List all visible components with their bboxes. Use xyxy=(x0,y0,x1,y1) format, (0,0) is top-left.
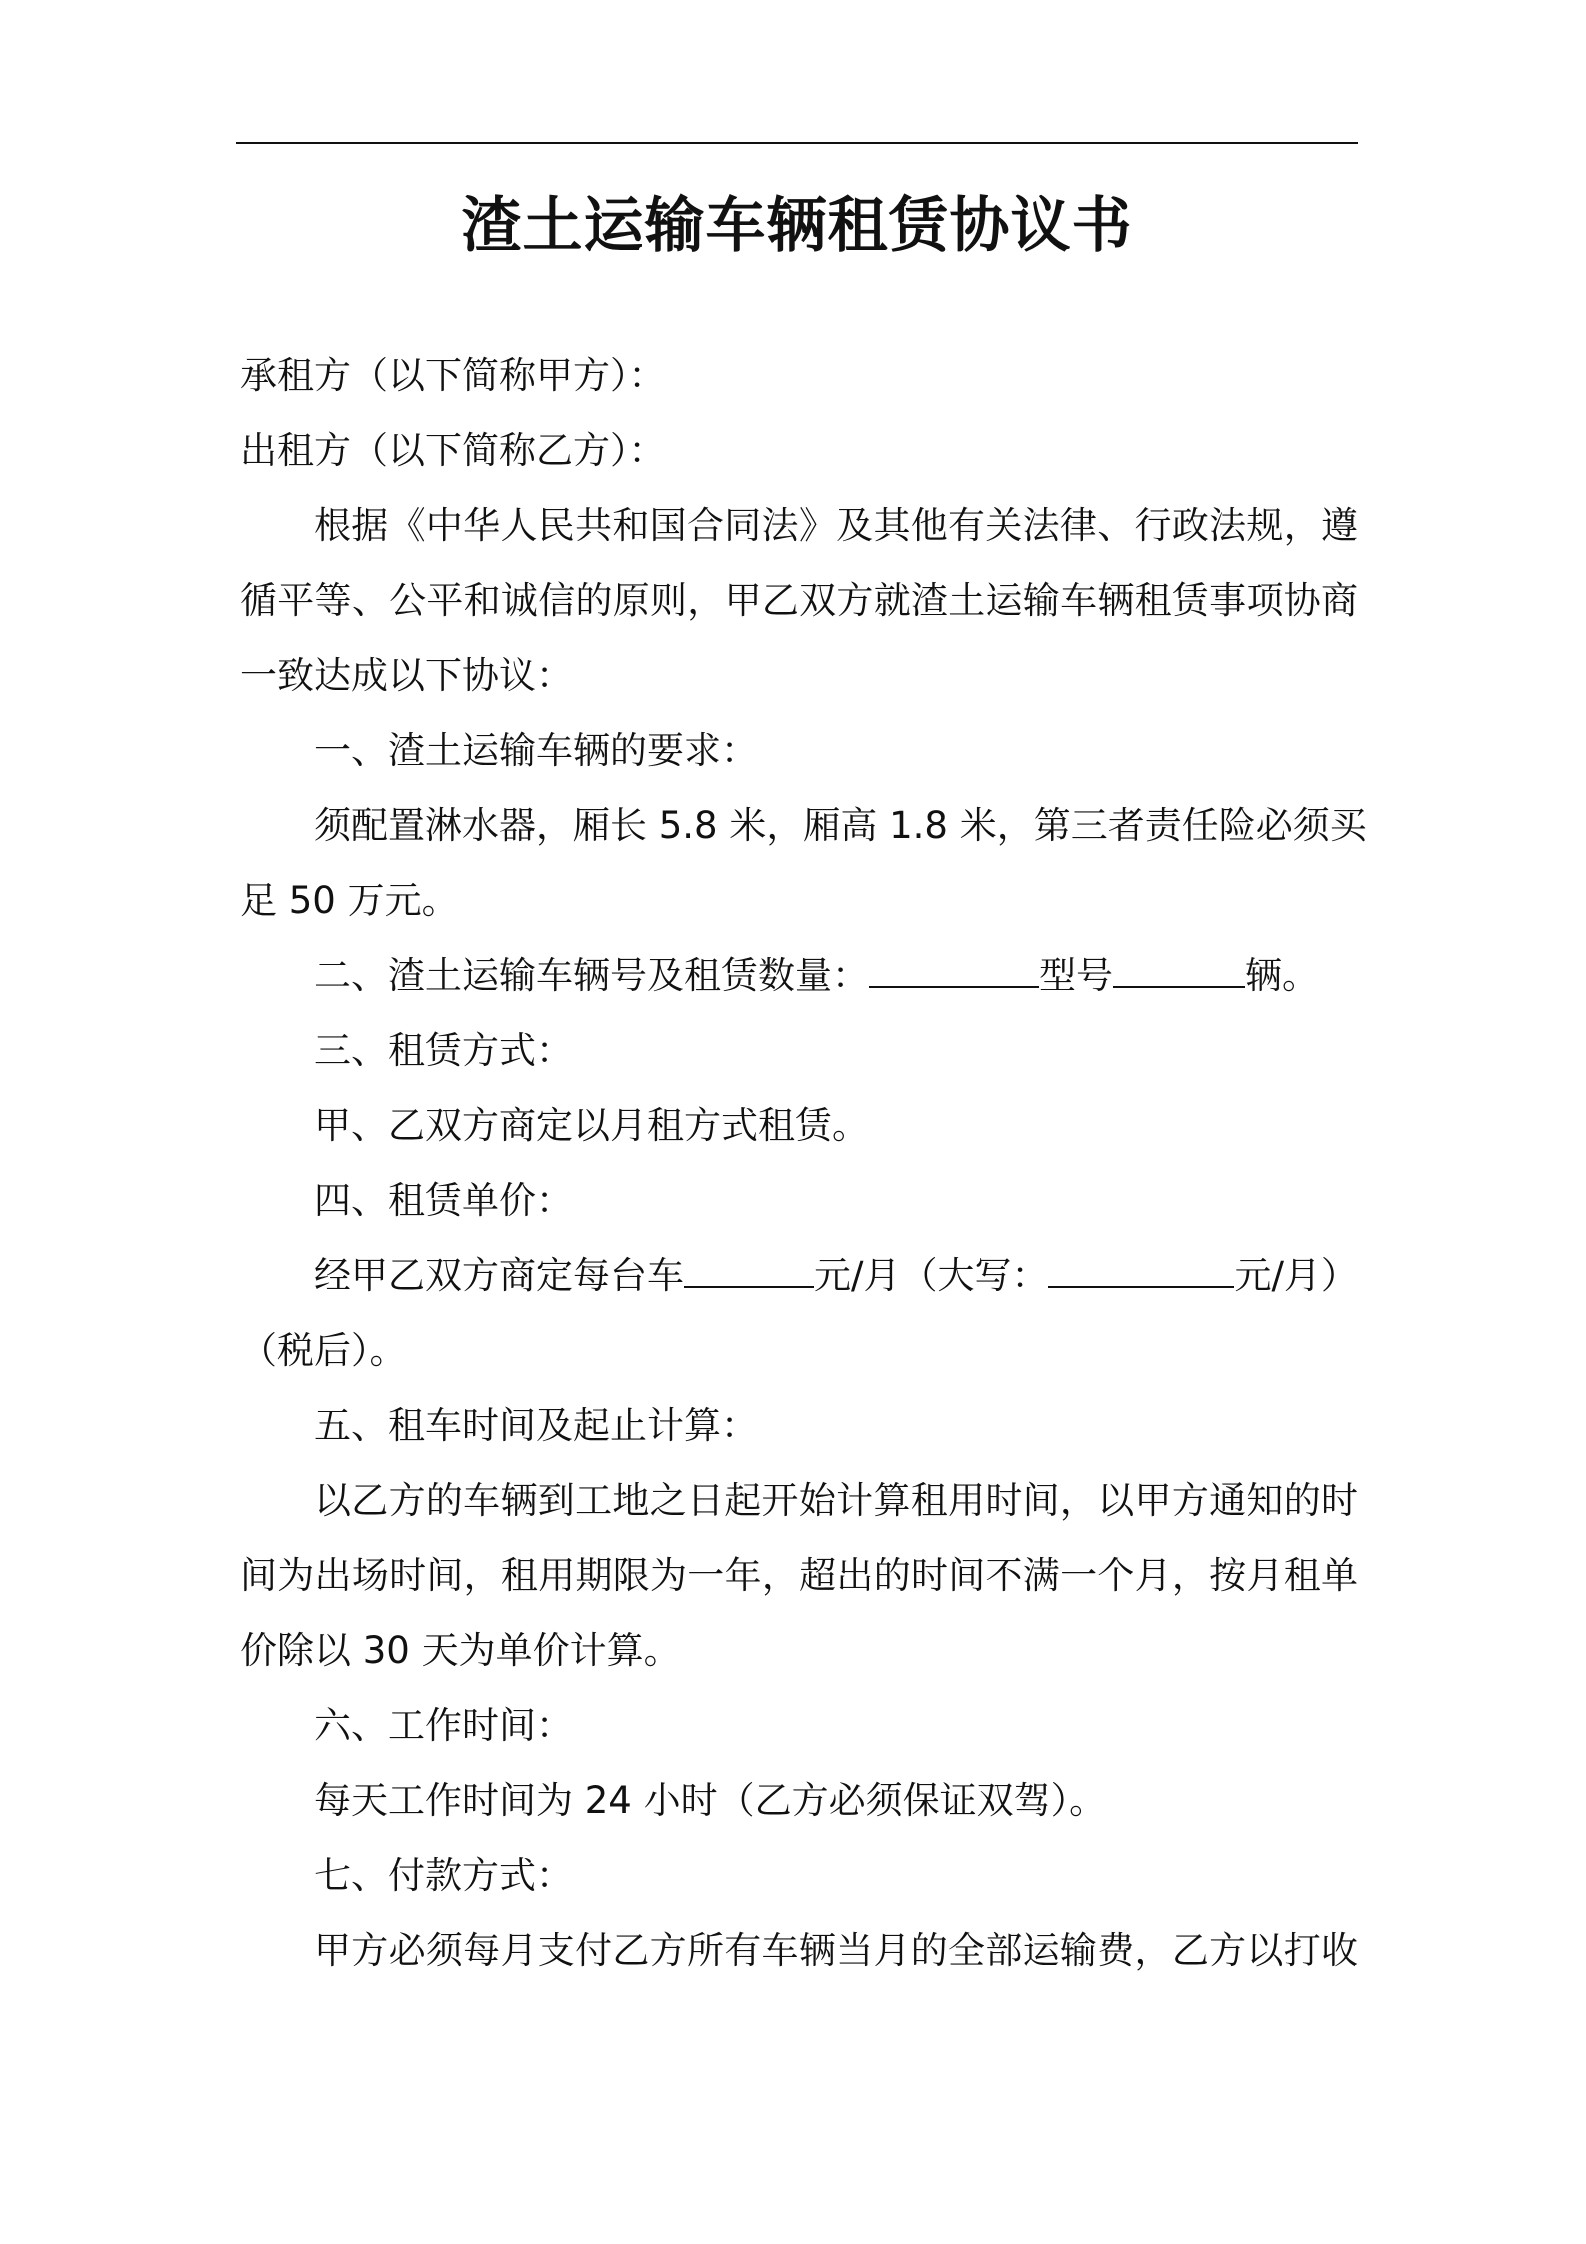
intro-line-2: 循平等、公平和诚信的原则，甲乙双方就渣土运输车辆租赁事项协商 xyxy=(240,579,1358,622)
section-1-text-1: 须配置淋水器，厢长 5.8 米，厢高 1.8 米，第三者责任险必须买 xyxy=(314,804,1367,847)
section-5-heading: 五、租车时间及起止计算： xyxy=(314,1404,758,1447)
section-4-text-2: （税后）。 xyxy=(240,1329,407,1372)
top-rule xyxy=(236,142,1358,144)
document-title: 渣土运输车辆租赁协议书 xyxy=(461,191,1133,261)
vehicle-number-blank xyxy=(869,942,1039,988)
lessor-line: 出租方（以下简称乙方）： xyxy=(240,429,666,472)
section-2-model-label: 型号 xyxy=(1039,954,1113,997)
section-7-heading: 七、付款方式： xyxy=(314,1854,573,1897)
section-2-line xyxy=(240,938,1358,1013)
section-4-price-line xyxy=(240,1238,1358,1313)
document-body xyxy=(240,338,1367,1988)
section-3-text: 甲、乙双方商定以月租方式租赁。 xyxy=(314,1104,869,1147)
section-2-prefix: 二、渣土运输车辆号及租赁数量： xyxy=(314,954,869,997)
section-5-text-2: 间为出场时间，租用期限为一年，超出的时间不满一个月，按月租单 xyxy=(240,1554,1358,1597)
section-4-suffix: 元/月） xyxy=(1234,1254,1358,1297)
intro-line-1: 根据《中华人民共和国合同法》及其他有关法律、行政法规，遵 xyxy=(314,504,1358,547)
section-6-text: 每天工作时间为 24 小时（乙方必须保证双驾）。 xyxy=(314,1779,1107,1822)
section-1-heading: 一、渣土运输车辆的要求： xyxy=(314,729,758,772)
section-5-text-1: 以乙方的车辆到工地之日起开始计算租用时间，以甲方通知的时 xyxy=(314,1479,1358,1522)
section-4-mid: 元/月（大写： xyxy=(814,1254,1049,1297)
section-4-heading: 四、租赁单价： xyxy=(314,1179,573,1222)
section-1-text-2: 足 50 万元。 xyxy=(240,879,459,922)
section-6-heading: 六、工作时间： xyxy=(314,1704,573,1747)
section-4-prefix: 经甲乙双方商定每台车 xyxy=(314,1254,684,1297)
section-5-text-3: 价除以 30 天为单价计算。 xyxy=(240,1629,681,1672)
section-2-suffix: 辆。 xyxy=(1245,954,1319,997)
vehicle-quantity-blank xyxy=(1113,942,1245,988)
section-3-heading: 三、租赁方式： xyxy=(314,1029,573,1072)
section-7-text-1: 甲方必须每月支付乙方所有车辆当月的全部运输费，乙方以打收 xyxy=(314,1929,1358,1972)
price-uppercase-blank xyxy=(1048,1242,1234,1288)
intro-line-3: 一致达成以下协议： xyxy=(240,654,573,697)
lessee-line: 承租方（以下简称甲方）： xyxy=(240,354,666,397)
price-number-blank xyxy=(684,1242,814,1288)
